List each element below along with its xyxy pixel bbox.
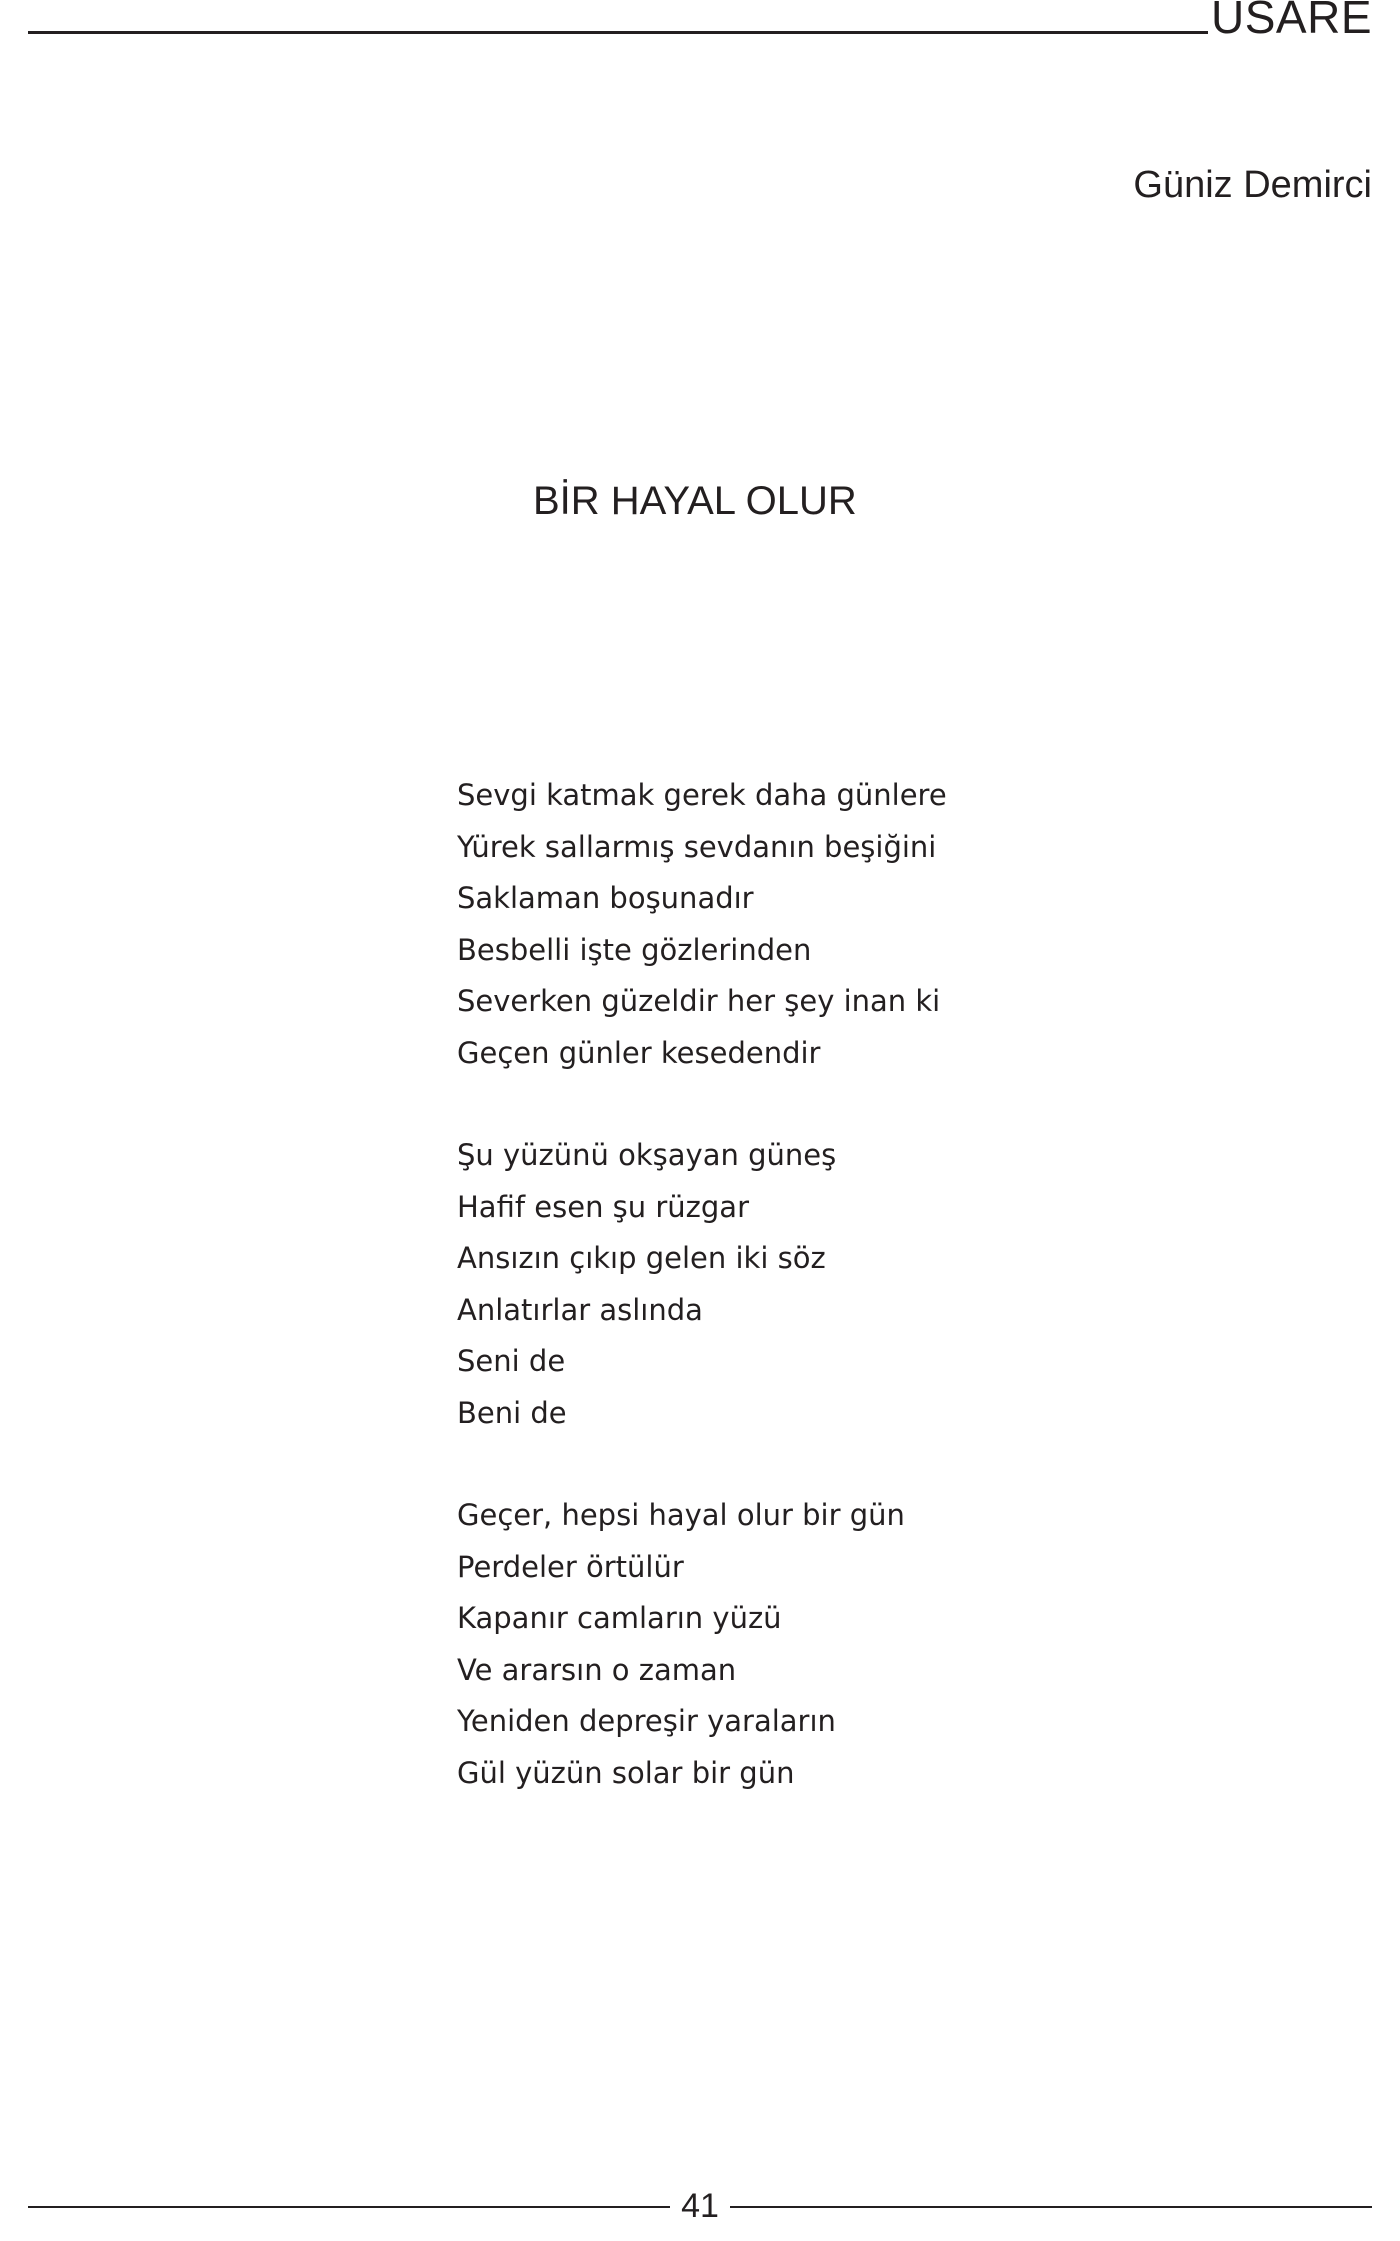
poem-line: Gül yüzün solar bir gün: [457, 1755, 795, 1790]
poem-line: Besbelli işte gözlerinden: [457, 932, 812, 967]
poem-line: Yeniden depreşir yaraların: [457, 1704, 836, 1738]
poem-line: Geçer, hepsi hayal olur bir gün: [457, 1498, 905, 1532]
poem-title: BİR HAYAL OLUR: [533, 479, 857, 523]
page-number: 41: [681, 2187, 719, 2225]
stanza-2: [457, 1130, 1157, 1439]
poem-line: Yürek sallarmış sevdanın beşiğini: [457, 829, 937, 864]
poem-line: Beni de: [457, 1395, 567, 1430]
poem-line: Ansızın çıkıp gelen iki söz: [457, 1241, 826, 1275]
poem-line: Perdeler örtülür: [457, 1549, 684, 1584]
poem-line: Hafif esen şu rüzgar: [457, 1189, 749, 1224]
stanza-3: [457, 1490, 1157, 1799]
poem-line: Ve ararsın o zaman: [457, 1652, 737, 1687]
header-rule: [28, 31, 1208, 34]
magazine-name: USARE: [1211, 0, 1372, 43]
poem-body: [457, 770, 1157, 1850]
poem-line: Seni de: [457, 1344, 566, 1378]
poem-line: Geçen günler kesedendir: [457, 1035, 821, 1070]
footer-rule-right: [730, 2206, 1372, 2208]
poem-line: Severken güzeldir her şey inan ki: [457, 984, 941, 1018]
poem-line: Saklaman boşunadır: [457, 881, 754, 915]
poem-line: Anlatırlar aslında: [457, 1292, 703, 1327]
stanza-1: [457, 770, 1157, 1079]
footer-rule-left: [28, 2206, 670, 2208]
poem-line: Sevgi katmak gerek daha günlere: [457, 778, 947, 812]
author-name: Güniz Demirci: [1133, 164, 1372, 206]
poem-line: Kapanır camların yüzü: [457, 1601, 782, 1635]
poem-line: Şu yüzünü okşayan güneş: [457, 1138, 837, 1172]
